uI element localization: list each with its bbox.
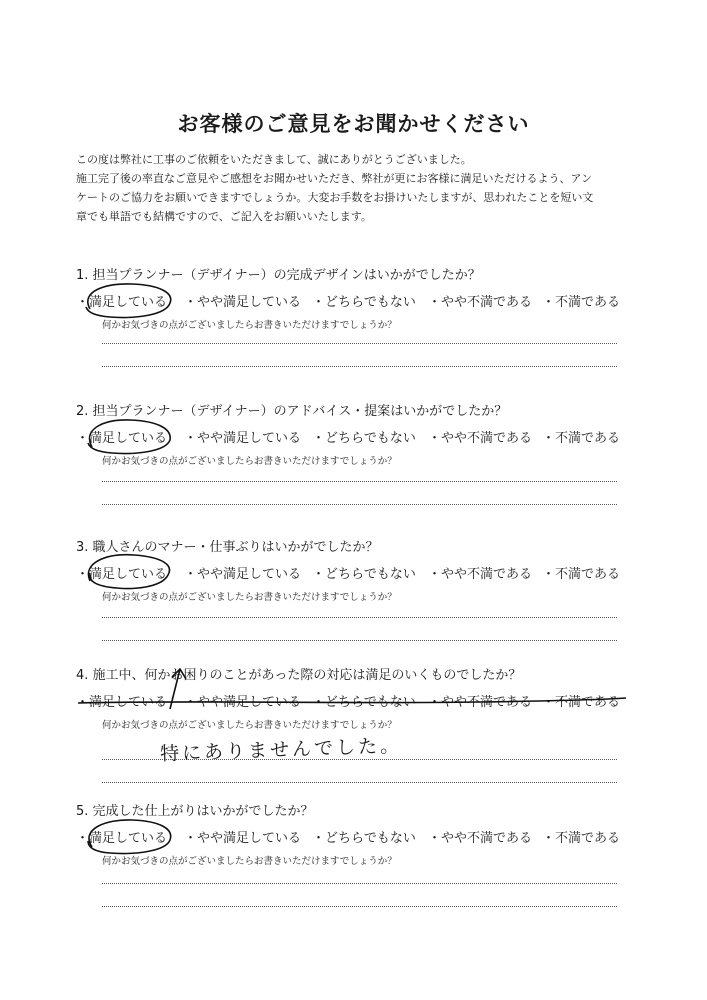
question-5 (76, 800, 656, 907)
option-dissatisfied[interactable]: ・不満である (542, 831, 621, 846)
option-somewhat-satisfied[interactable]: ・やや満足している (184, 567, 302, 582)
option-neutral[interactable]: ・どちらでもない (312, 567, 416, 582)
option-satisfied[interactable]: ・満足している (76, 431, 168, 446)
option-satisfied[interactable]: ・満足している (76, 295, 168, 310)
comment-line[interactable] (102, 481, 617, 482)
option-dissatisfied[interactable]: ・不満である (542, 431, 621, 446)
intro-line: ケートのご協力をお願いできますでしょうか。大変お手数をお掛けいたしますが、思われたことを短い文 (76, 191, 594, 204)
option-somewhat-dissatisfied[interactable]: ・やや不満である (428, 295, 533, 310)
option-somewhat-dissatisfied[interactable]: ・やや不満である (428, 567, 533, 582)
option-neutral[interactable]: ・どちらでもない (312, 831, 416, 846)
comment-hint: 何かお気づきの点がございましたらお書きいただけますでしょうか？ (102, 592, 397, 603)
page-title: お客様のご意見をお聞かせください (177, 111, 530, 136)
option-satisfied[interactable]: ・満足している (76, 831, 168, 846)
question-3-text: 3. 職人さんのマナー・仕事ぶりはいかがでしたか？ (76, 540, 379, 555)
question-1-text: 1. 担当プランナー（デザイナー）の完成デザインはいかがでしたか？ (76, 268, 481, 283)
option-satisfied[interactable]: ・満足している (76, 567, 168, 582)
option-neutral[interactable]: ・どちらでもない (312, 431, 416, 446)
option-somewhat-satisfied[interactable]: ・やや満足している (184, 295, 302, 310)
comment-hint: 何かお気づきの点がございましたらお書きいただけますでしょうか？ (102, 720, 397, 731)
option-neutral[interactable]: ・どちらでもない (312, 695, 416, 710)
option-satisfied[interactable]: ・満足している (76, 695, 168, 710)
intro-text (76, 150, 656, 226)
option-somewhat-satisfied[interactable]: ・やや満足している (184, 831, 302, 846)
intro-line: この度は弊社に工事のご依頼をいただきまして、誠にありがとうございました。 (76, 153, 472, 166)
question-2 (76, 400, 656, 505)
option-somewhat-dissatisfied[interactable]: ・やや不満である (428, 695, 533, 710)
question-1 (76, 264, 656, 367)
question-2-options (76, 427, 656, 449)
question-3 (76, 536, 656, 641)
comment-line[interactable] (102, 883, 617, 884)
question-2-text: 2. 担当プランナー（デザイナー）のアドバイス・提案はいかがでしたか？ (76, 404, 508, 419)
question-1-options (76, 291, 656, 313)
question-5-options (76, 827, 656, 849)
question-4-text: 4. 施工中、何かお困りのことがあった際の対応は満足のいくものでしたか？ (76, 668, 522, 683)
comment-line[interactable] (102, 366, 617, 367)
comment-line[interactable] (102, 504, 617, 505)
option-somewhat-dissatisfied[interactable]: ・やや不満である (428, 831, 533, 846)
option-somewhat-satisfied[interactable]: ・やや満足している (184, 431, 302, 446)
comment-hint: 何かお気づきの点がございましたらお書きいただけますでしょうか？ (102, 320, 397, 331)
option-dissatisfied[interactable]: ・不満である (542, 567, 621, 582)
intro-line: 章でも単語でも結構ですので、ご記入をお願いいたします。 (76, 210, 372, 223)
option-somewhat-satisfied[interactable]: ・やや満足している (184, 695, 302, 710)
option-dissatisfied[interactable]: ・不満である (542, 695, 621, 710)
comment-line[interactable] (102, 617, 617, 618)
comment-line[interactable] (102, 343, 617, 344)
comment-line[interactable] (102, 640, 617, 641)
option-somewhat-dissatisfied[interactable]: ・やや不満である (428, 431, 533, 446)
option-dissatisfied[interactable]: ・不満である (542, 295, 621, 310)
option-neutral[interactable]: ・どちらでもない (312, 295, 416, 310)
question-4-options (76, 691, 656, 713)
question-5-text: 5. 完成した仕上がりはいかがでしたか？ (76, 804, 314, 819)
comment-line[interactable] (102, 906, 617, 907)
comment-hint: 何かお気づきの点がございましたらお書きいただけますでしょうか？ (102, 456, 397, 467)
question-3-options (76, 563, 656, 585)
handwritten-comment: 特にありませんでした。 (159, 734, 403, 766)
intro-line: 施工完了後の率直なご意見やご感想をお聞かせいただき、弊社が更にお客様に満足いただけるよう、アン (76, 172, 593, 185)
comment-line[interactable] (102, 782, 617, 783)
comment-hint: 何かお気づきの点がございましたらお書きいただけますでしょうか？ (102, 856, 397, 867)
